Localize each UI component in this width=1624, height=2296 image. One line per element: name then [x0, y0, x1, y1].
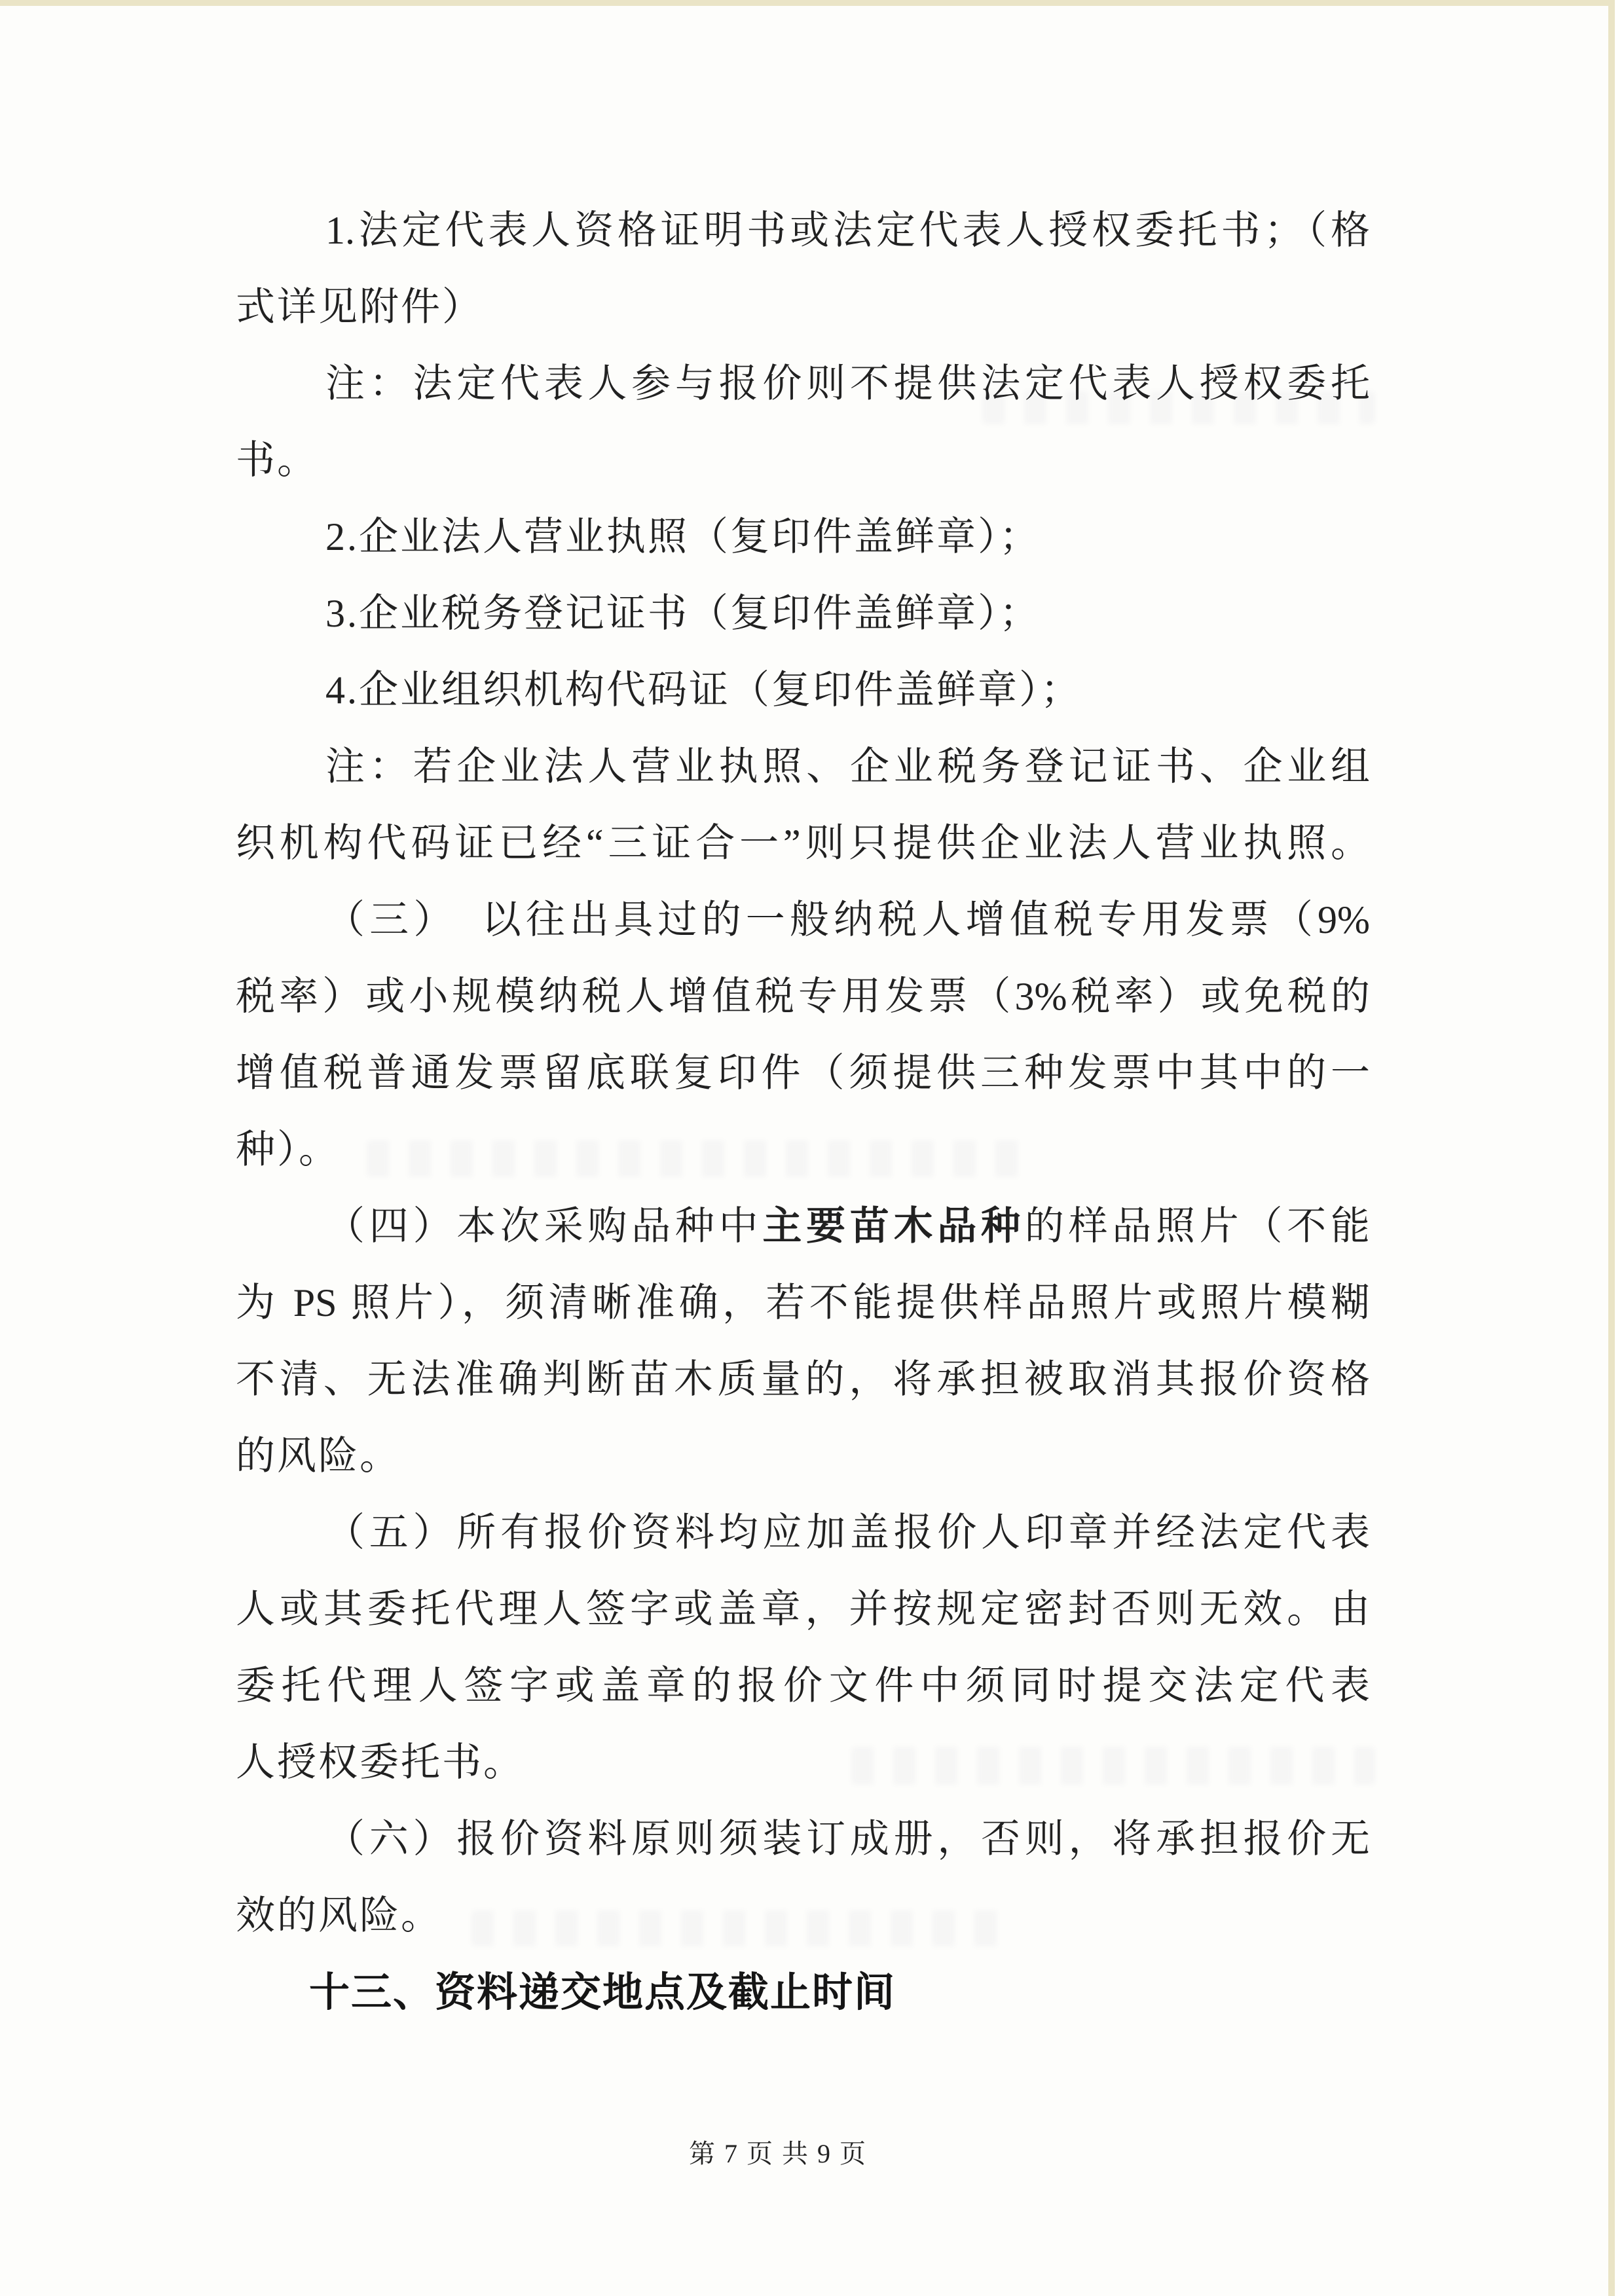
text-line: 的风险。 — [236, 1434, 401, 1478]
text-line: 为 PS 照片），须清晰准确，若不能提供样品照片或照片模糊 — [236, 1281, 1370, 1324]
text-line: 2.企业法人营业执照（复印件盖鲜章）； — [325, 515, 1041, 558]
text-line: （六）报价资料原则须装订成册，否则，将承担报价无 — [325, 1817, 1370, 1861]
text-line: 注：若企业法人营业执照、企业税务登记证书、企业组 — [325, 745, 1370, 788]
text-line: 织机构代码证已经“三证合一”则只提供企业法人营业执照。 — [236, 822, 1370, 865]
text-line: 增值税普通发票留底联复印件（须提供三种发票中其中的一 — [236, 1051, 1370, 1095]
text-line: 税率）或小规模纳税人增值税专用发票（3%税率）或免税的 — [236, 975, 1370, 1018]
text-line: 人授权委托书。 — [236, 1741, 525, 1784]
scan-edge-top — [0, 0, 1615, 6]
text-line: 人或其委托代理人签字或盖章，并按规定密封否则无效。由 — [236, 1588, 1370, 1631]
text-line: 3.企业税务登记证书（复印件盖鲜章）； — [325, 592, 1041, 635]
section-heading: 十三、资料递交地点及截止时间 — [309, 1970, 896, 2015]
text-line: （三） 以往出具过的一般纳税人增值税专用发票（9% — [325, 898, 1370, 941]
text-line: 种）。 — [236, 1128, 340, 1171]
document-body — [236, 192, 1370, 2031]
text-line: 委托代理人签字或盖章的报价文件中须同时提交法定代表 — [236, 1664, 1370, 1707]
text-line: 不清、无法准确判断苗木质量的，将承担被取消其报价资格 — [236, 1358, 1370, 1401]
text-line: 1.法定代表人资格证明书或法定代表人授权委托书；（格 — [325, 209, 1370, 252]
text-line: 注：法定代表人参与报价则不提供法定代表人授权委托 — [325, 362, 1370, 405]
scan-edge-outer — [1615, 0, 1624, 2296]
text-segment: （四）本次采购品种中 — [325, 1205, 763, 1248]
text-segment: 的样品照片（不能 — [1024, 1205, 1371, 1248]
scan-edge-right — [1608, 0, 1615, 2296]
text-line: （五）所有报价资料均应加盖报价人印章并经法定代表 — [325, 1511, 1370, 1554]
text-line: 4.企业组织机构代码证（复印件盖鲜章）； — [325, 668, 1082, 712]
text-line: 式详见附件） — [236, 285, 483, 329]
page-number-footer: 第 7 页 共 9 页 — [689, 2139, 867, 2168]
emphasized-text: 主要苗木品种 — [762, 1205, 1025, 1248]
text-line: 效的风险。 — [236, 1894, 442, 1937]
text-line — [236, 1188, 1370, 1265]
text-line: 书。 — [236, 439, 318, 482]
